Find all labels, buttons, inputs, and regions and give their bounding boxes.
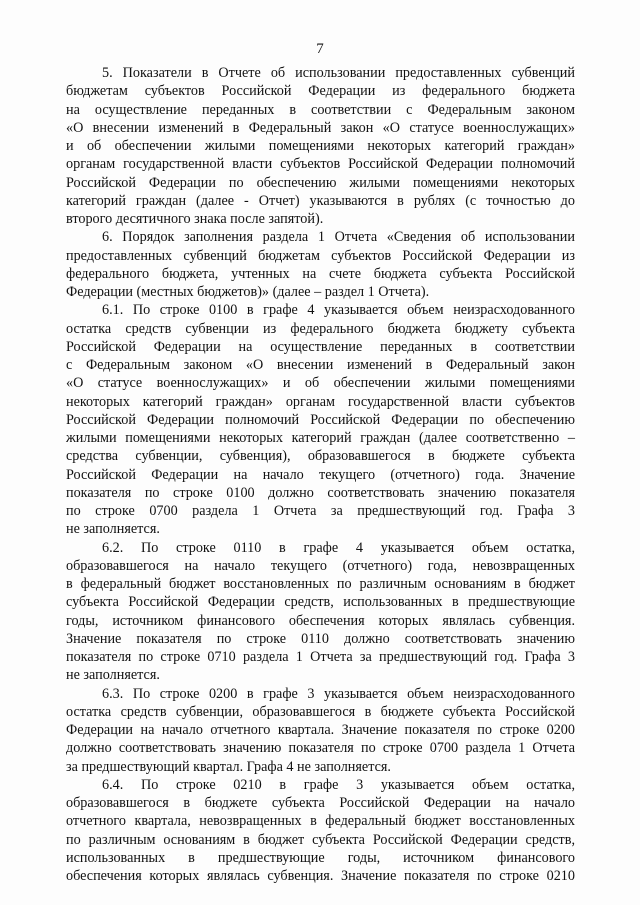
text-line: с Федеральным законом «О внесении изменений в Федеральный закон xyxy=(66,357,575,373)
text-line: 6.4. По строке 0210 в графе 3 указывается объем остатка, xyxy=(102,776,575,793)
text-line: отчетного квартала, невозвращенных в федеральный бюджет восстановленных xyxy=(66,813,575,830)
text-line: по различным основаниям в бюджет субъекта Российской Федерации средств, xyxy=(66,831,575,848)
text-line: показателя по строке 0100 должно соответствовать значению показателя xyxy=(66,484,575,501)
text-line: 6.3. По строке 0200 в графе 3 указывается объем неизрасходованного xyxy=(102,685,575,702)
text-line: бюджетам субъектов Российской Федерации из федерального бюджета xyxy=(66,83,575,100)
text-line: 6. Порядок заполнения раздела 1 Отчета «Сведения об использовании xyxy=(102,229,575,246)
text-line: субъекта Российской Федерации средств, использованных в предшествующие xyxy=(66,594,575,611)
text-line: Российской Федерации на начало текущего (отчетного) года. Значение xyxy=(66,466,575,483)
text-line: средства субвенции, субвенция), образовавшегося в бюджете субъекта xyxy=(66,448,575,465)
text-line: показателя по строке 0710 раздела 1 Отчета за предшествующий год. Графа 3 xyxy=(66,649,575,665)
text-line: за предшествующий квартал. Графа 4 не заполняется. xyxy=(66,758,391,775)
text-line: некоторых категорий граждан» органам государственной власти субъектов xyxy=(66,393,575,410)
page-number: 7 xyxy=(316,41,324,57)
text-line: по строке 0700 раздела 1 Отчета за предшествующий год. Графа 3 xyxy=(66,503,575,519)
text-line: не заполняется. xyxy=(66,521,160,538)
text-line: остатка средств субвенции из федерального бюджета бюджету субъекта xyxy=(66,320,575,337)
text-line: использованных в предшествующие годы, источником финансового xyxy=(66,849,575,866)
text-line: Российской Федерации полномочий Российской Федерации по обеспечению xyxy=(66,411,575,428)
text-line: Российской Федерации на осуществление переданных в соответствии xyxy=(66,338,575,355)
document-body xyxy=(66,64,575,885)
text-line: Значение показателя по строке 0110 должно соответствовать значению xyxy=(66,630,575,647)
text-line: годы, источником финансового обеспечения которых являлась субвенция. xyxy=(66,612,575,629)
text-line: жилыми помещениями некоторых категорий граждан (далее соответственно – xyxy=(66,430,575,446)
text-line: категорий граждан (далее - Отчет) указываются в рублях (с точностью до xyxy=(66,192,575,209)
text-line: второго десятичного знака после запятой). xyxy=(66,211,324,227)
text-line: на осуществление переданных в соответствии с Федеральным законом xyxy=(66,101,575,118)
text-line: органам государственной власти субъектов Российской Федерации полномочий xyxy=(66,156,575,173)
text-line: и об обеспечении жилыми помещениями некоторых категорий граждан» xyxy=(66,138,575,154)
text-line: образовавшегося в бюджете субъекта Российской Федерации на начало xyxy=(66,795,575,811)
text-line: Федерации (местных бюджетов)» (далее – раздел 1 Отчета). xyxy=(66,284,430,300)
text-line: федерального бюджета, учтенных на счете бюджета субъекта Российской xyxy=(66,265,575,282)
text-line: предоставленных субвенций бюджетам субъектов Российской Федерации из xyxy=(66,247,575,264)
text-line: 6.2. По строке 0110 в графе 4 указывается объем остатка, xyxy=(102,539,575,556)
text-line: Российской Федерации по обеспечению жилыми помещениями некоторых xyxy=(66,174,575,191)
text-line: в федеральный бюджет восстановленных по различным основаниям в бюджет xyxy=(66,576,575,592)
text-line: обеспечения которых являлась субвенция. Значение показателя по строке 0210 xyxy=(66,868,575,884)
text-line: 6.1. По строке 0100 в графе 4 указывается объем неизрасходованного xyxy=(102,302,575,319)
text-line: остатка средств субвенции, образовавшегося в бюджете субъекта Российской xyxy=(66,703,575,720)
text-line: не заполняется. xyxy=(66,667,160,684)
text-line: «О внесении изменений в Федеральный закон «О статусе военнослужащих» xyxy=(66,119,575,136)
text-line: должно соответствовать значению показателя по строке 0700 раздела 1 Отчета xyxy=(66,740,575,757)
text-line: образовавшегося на начало текущего (отчетного) года, невозвращенных xyxy=(66,557,575,574)
text-line: Федерации на начало отчетного квартала. Значение показателя по строке 0200 xyxy=(66,722,575,738)
text-line: «О статусе военнослужащих» и об обеспечении жилыми помещениями xyxy=(66,375,575,392)
text-line: 5. Показатели в Отчете об использовании предоставленных субвенций xyxy=(102,65,575,81)
